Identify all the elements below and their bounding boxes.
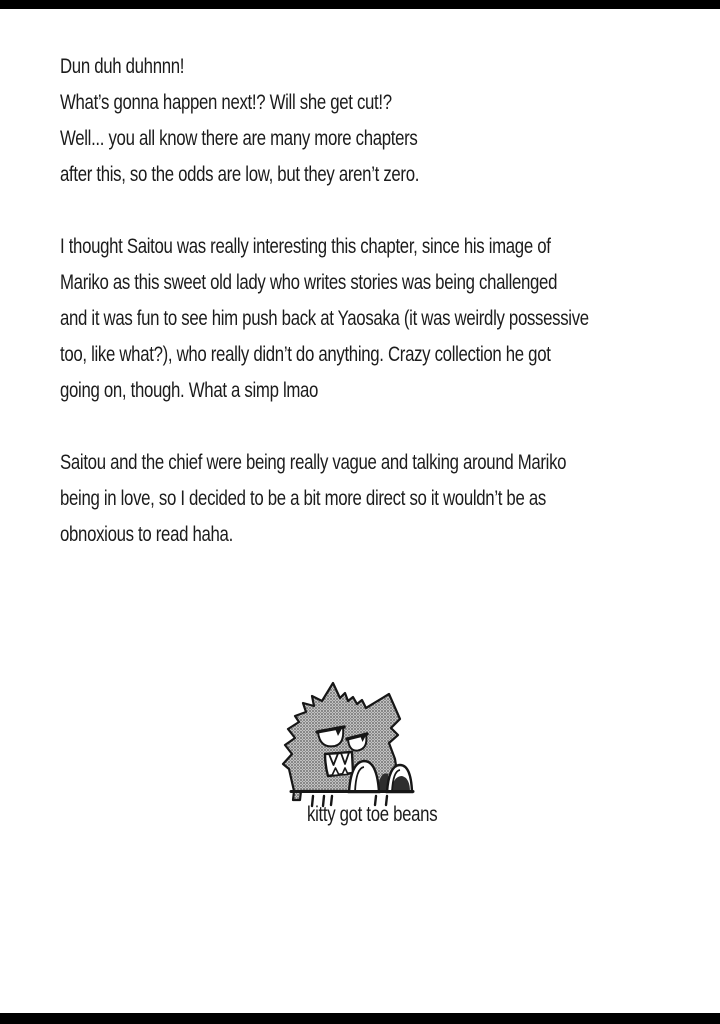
note-paragraph (60, 445, 720, 553)
note-line: obnoxious to read haha. (60, 523, 233, 546)
cat-doodle-icon (276, 668, 416, 808)
note-line: being in love, so I decided to be a bit more direct so it wouldn’t be as (60, 487, 546, 510)
note-line: going on, though. What a simp lmao (60, 379, 319, 402)
translator-note (60, 49, 720, 589)
note-line: Mariko as this sweet old lady who writes stories was being challenged (60, 271, 558, 294)
note-line: Dun duh duhnnn! (60, 55, 185, 78)
note-line: Saitou and the chief were being really vague and talking around Mariko (60, 451, 567, 474)
doodle-caption: kitty got toe beans (307, 803, 438, 826)
note-line: and it was fun to see him push back at Yaosaka (it was weirdly possessive (60, 307, 589, 330)
note-line: too, like what?), who really didn’t do anything. Crazy collection he got (60, 343, 551, 366)
page-bottom-edge-bar (0, 1013, 720, 1024)
note-line: after this, so the odds are low, but they aren’t zero. (60, 163, 420, 186)
note-paragraph (60, 229, 720, 409)
cat-doodle (276, 668, 416, 808)
note-paragraph (60, 49, 720, 193)
note-line: What’s gonna happen next!? Will she get cut!? (60, 91, 392, 114)
note-line: I thought Saitou was really interesting this chapter, since his image of (60, 235, 551, 258)
page-top-edge-bar (0, 0, 720, 9)
note-line: Well... you all know there are many more chapters (60, 127, 418, 150)
